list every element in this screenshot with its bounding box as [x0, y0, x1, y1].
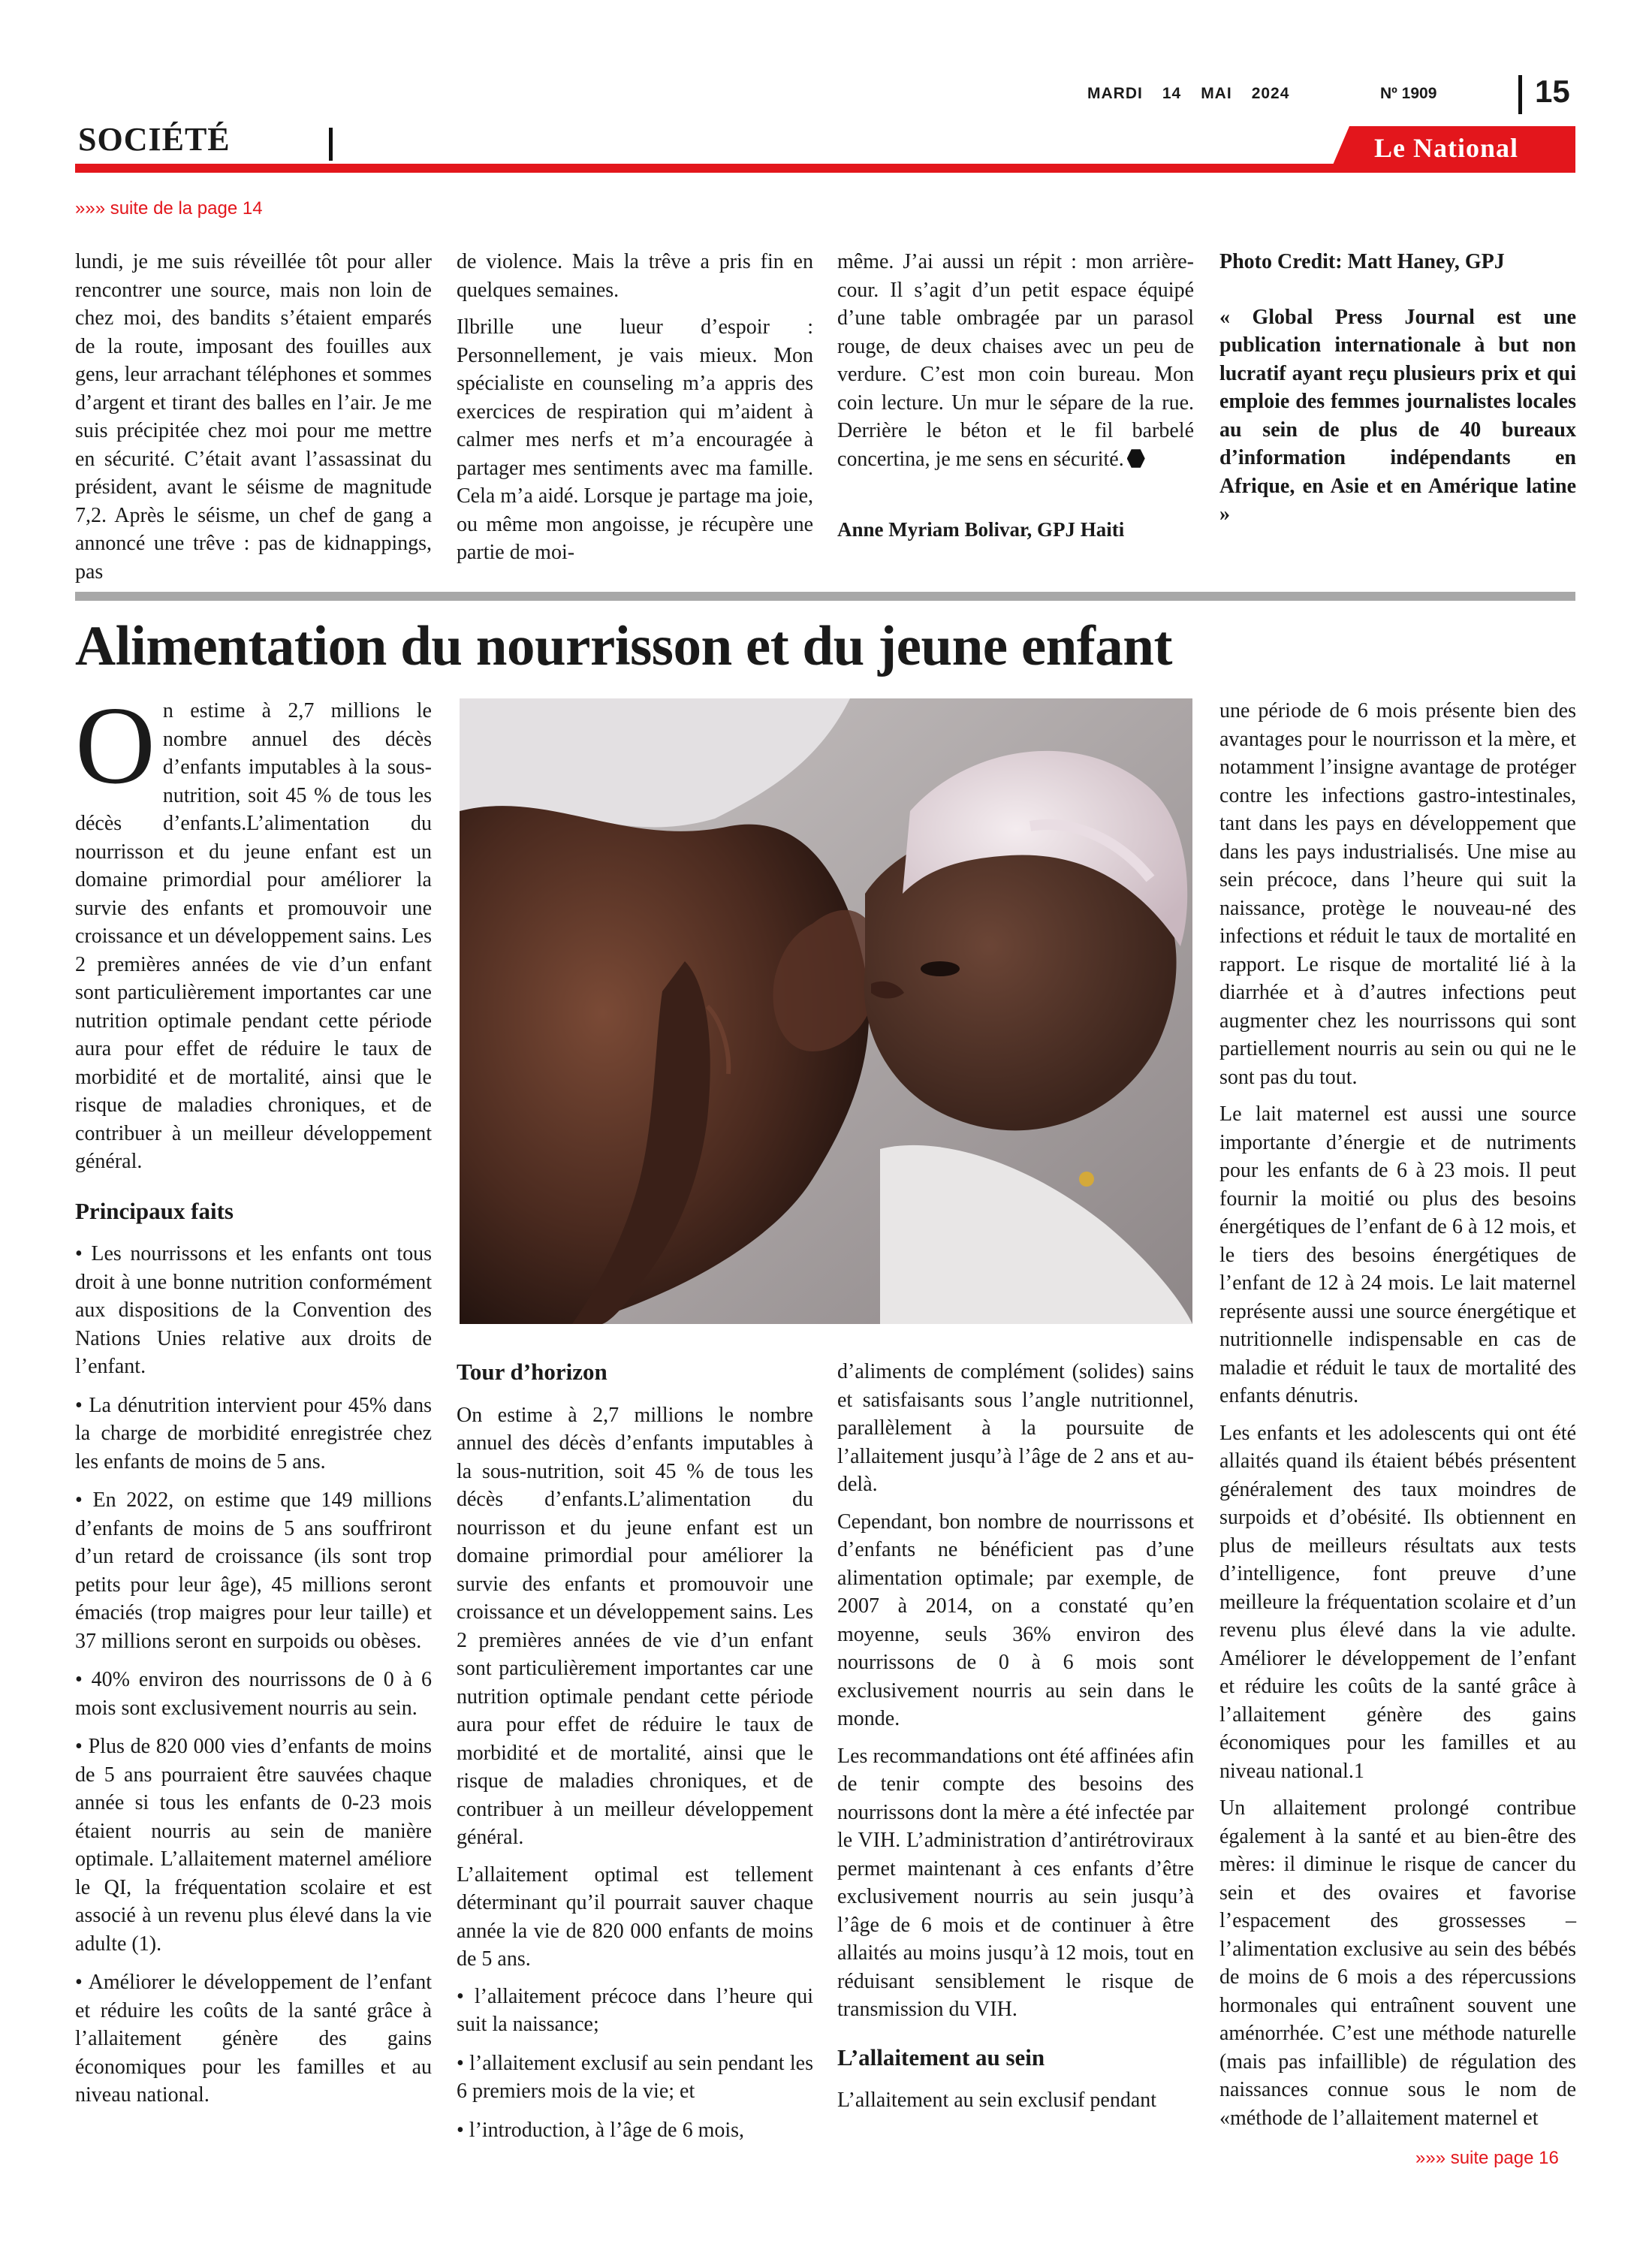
article-column-2 — [457, 1358, 813, 2155]
paragraph: L’allaitement au sein exclusif pendant — [837, 2089, 1157, 2112]
breastfeeding-subheading: L’allaitement au sein — [837, 2043, 1045, 2071]
drop-cap: O — [75, 684, 155, 807]
section-title: SOCIÉTÉ — [78, 121, 231, 158]
article-column-1 — [75, 684, 432, 2120]
fact-item: • Les nourrissons et les enfants ont tous droit à une bonne nutrition conformément aux dispositions de la Convention des Nations Unies relative aux droits de l’enfant. — [75, 1242, 432, 1378]
page-number: 15 — [1535, 74, 1570, 109]
section-divider — [329, 128, 333, 161]
article-headline: Alimentation du nourrisson et du jeune enfant — [75, 615, 1172, 677]
continued-to-link[interactable]: »»» suite page 16 — [1415, 2148, 1559, 2168]
paragraph-text: même. J’ai aussi un répit : mon arrière-cour. Il s’agit d’un petit espace équipé d’une table ombragée par un parasol rouge, de deux chaises avec un peu de verdure. C’est mon coin bureau. Mon coin lecture. Un mur le sépare de la rue. Derrière le béton et le fil barbelé concertina, je me sens en sécurité. — [837, 250, 1194, 471]
article-column-4 — [1219, 697, 1576, 2141]
article-column-3 — [837, 1358, 1194, 2124]
top-story-column-2 — [457, 248, 813, 576]
paragraph: Cependant, bon nombre de nourrissons et d’enfants ne bénéficient pas d’une alimentation optimale; par exemple, de 2007 à 2014, on a constaté qu’en moyenne, seuls 36% environ des nourrissons de 0 à 6 mois sont exclusivement nourris au sein dans le monde. — [837, 1510, 1194, 1730]
fact-item: • La dénutrition intervient pour 45% dans la charge de morbidité enregistrée chez les enfants de moins de 5 ans. — [75, 1393, 432, 1473]
overview-bullet: • l’introduction, à l’âge de 6 mois, — [457, 2118, 745, 2142]
month: MAI — [1201, 85, 1232, 102]
paragraph: d’aliments de complément (solides) sains et satisfaisants sous l’angle nutritionnel, parallèlement à la poursuite de l’allaitement jusqu’à l’âge de 2 ans et au-delà. — [837, 1360, 1194, 1496]
overview-bullet: • l’allaitement précoce dans l’heure qui suit la naissance; — [457, 1984, 813, 2036]
byline: Anne Myriam Bolivar, GPJ Haiti — [837, 518, 1125, 541]
paragraph: Les enfants et les adolescents qui ont été allaités quand ils étaient bébés présentent généralement des taux moindres de surpoids et d’obésité. Ils obtiennent en plus de meilleurs résultats aux tests d’intelligence, font preuve d’une meilleure la fréquentation scolaire et d’un revenu plus élevé dans la vie adulte. Améliorer le développement de l’enfant et réduire les coûts de la santé grâce à l’allaitement génère des gains économiques pour les familles et au niveau national.1 — [1219, 1421, 1576, 1783]
paragraph: lundi, je me suis réveillée tôt pour aller rencontrer une source, mais non loin de chez moi, des bandits s’étaient emparés de la route, imposant des fouilles aux gens, leur arrachant téléphones et sommes d’argent et tirant des balles en l’air. Je me suis précipitée chez moi pour me mettre en sécurité. C’était avant l’assassinat du président, avant le séisme de magnitude 7,2. Après le séisme, un chef de gang a annoncé une trêve : pas de kidnappings, pas — [75, 250, 432, 584]
overview-subheading: Tour d’horizon — [457, 1359, 607, 1385]
continued-from-link[interactable]: »»» suite de la page 14 — [75, 198, 263, 219]
paragraph: L’allaitement optimal est tellement déterminant qu’il pourrait sauver chaque année la vie de 820 000 enfants de moins de 5 ans. — [457, 1862, 813, 1971]
year: 2024 — [1251, 85, 1290, 102]
overview-bullet: • l’allaitement exclusif au sein pendant les 6 premiers mois de la vie; et — [457, 2051, 813, 2103]
paragraph: Les recommandations ont été affinées afin de tenir compte des besoins des nourrissons dont la mère a été infectée par le VIH. L’administration d’antirétroviraux permet maintenant à ces enfants d’être exclusivement nourris au sein jusqu’à l’âge de 6 mois et de continuer à être allaités au moins jusqu’à 12 mois, tout en réduisant sensiblement le risque de transmission du VIH. — [837, 1744, 1194, 2021]
facts-subheading: Principaux faits — [75, 1197, 234, 1224]
top-story-column-4 — [1219, 248, 1576, 538]
fact-item: • 40% environ des nourrissons de 0 à 6 mois sont exclusivement nourris au sein. — [75, 1668, 432, 1720]
paragraph — [837, 248, 1194, 473]
intro-text: n estime à 2,7 millions le nombre annuel des décès d’enfants imputables à la sous-nutrition, soit 45 % de tous les décès d’enfants.L’alimentation du nourrisson et du jeune enfant est un domaine primordial pour améliorer la survie des enfants et promouvoir une croissance et un développement sains. Les 2 premières années de vie d’un enfant sont particulièrement importantes car une nutrition optimale pendant cette période aura pour effet de réduire le taux de morbidité et de mortalité, ainsi que le risque de maladies chroniques, et de contribuer à un meilleur développement général. — [75, 699, 432, 1173]
photo-credit: Photo Credit: Matt Haney, GPJ — [1219, 250, 1505, 273]
day: 14 — [1162, 85, 1182, 102]
fact-item: • En 2022, on estime que 149 millions d’enfants de moins de 5 ans souffriront d’un retard de croissance (ils sont trop petits pour leur âge), 45 millions seront émaciés (trop maigres pour leur taille) et 37 millions seront en surpoids ou obèses. — [75, 1488, 432, 1653]
paragraph: de violence. Mais la trêve a pris fin en quelques semaines. — [457, 250, 813, 302]
page-divider — [1518, 75, 1522, 114]
paragraph: Le lait maternel est aussi une source importante d’énergie et de nutriments pour les enfants de 6 à 23 mois. Il peut fournir la moitié ou plus des besoins énergétiques de l’enfant de 6 à 12 mois, et le tiers des besoins énergétiques de l’enfant de 12 à 24 mois. Le lait maternel représente aussi une source énergétique et nutritionnelle indispensable en cas de maladie et réduit le taux de mortalité des enfants dénutris. — [1219, 1102, 1576, 1407]
paragraph: Ilbrille une lueur d’espoir : Personnellement, je vais mieux. Mon spécialiste en counseling m’a appris des exercices de respiration qui m’aident à calmer mes nerfs et m’a encouragée à partager mes sentiments avec ma famille. Cela m’a aidé. Lorsque je partage ma joie, ou même mon angoisse, je récupère une partie de moi- — [457, 315, 814, 564]
paragraph: On estime à 2,7 millions le nombre annuel des décès d’enfants imputables à la sous-nutrition, soit 45 % de tous les décès d’enfants.L’alimentation du nourrisson et du jeune enfant est un domaine primordial pour améliorer la survie des enfants et promouvoir une croissance et un développement sains. Les 2 premières années de vie d’un enfant sont particulièrement importantes car une nutrition optimale pendant cette période aura pour effet de réduire le taux de morbidité et de mortalité, ainsi que le risque de maladies chroniques, et de contribuer à un meilleur développement général. — [457, 1403, 813, 1849]
brand-name: Le National — [1374, 133, 1519, 163]
date-line — [1087, 85, 1309, 103]
top-story-column-3 — [837, 248, 1194, 482]
paragraph: une période de 6 mois présente bien des avantages pour le nourrisson et la mère, et notamment l’insigne avantage de protéger contre les infections gastro-intestinales, tant dans les pays en développement que dans les pays industrialisés. Une mise au sein précoce, dans l’heure qui suit la naissance, protège le nouveau-né des infections et réduit le taux de mortalité en rapport. Le risque de mortalité lié à la diarrhée et à d’autres infections peut augmenter chez les nourrissons qui sont partiellement nourris au sein ou qui ne le sont pas du tout. — [1219, 699, 1576, 1089]
intro-paragraph — [75, 684, 432, 1176]
issue-number: Nº 1909 — [1380, 85, 1437, 102]
section-gray-rule — [75, 592, 1575, 601]
fact-item: • Plus de 820 000 vies d’enfants de moins de 5 ans pourraient être sauvées chaque année si tous les enfants de 0-23 mois étaient nourris au sein de manière optimale. L’allaitement maternel améliore le QI, la fréquentation scolaire et est associé à un revenu plus élevé dans la vie adulte (1). — [75, 1735, 432, 1956]
paragraph: Un allaitement prolongé contribue également à la santé et au bien-être des mères: il diminue le risque de cancer du sein et des ovaires et favorise l’espacement des grossesses – l’alimentation exclusive au sein des bébés de moins de 6 mois a des répercussions hormonales qui entraînent souvent une aménorrhée. C’est une méthode naturelle (mais pas infaillible) de régulation des naissances connue sous le nom de «méthode de l’allaitement maternel et — [1219, 1796, 1576, 2130]
breastfeeding-photo — [460, 698, 1192, 1324]
fact-item: • Améliorer le développement de l’enfant et réduire les coûts de la santé grâce à l’allaitement génère des gains économiques pour les familles et au niveau national. — [75, 1971, 432, 2107]
end-mark-icon — [1127, 449, 1145, 469]
top-story-column-1 — [75, 248, 432, 595]
gpj-note: « Global Press Journal est une publication internationale à but non lucratif ayant reçu plusieurs prix et qui emploie des femmes journalistes locales au sein de plus de 40 bureaux d’information indépendants en Afrique, en Asie et en Amérique latine » — [1219, 305, 1576, 526]
weekday: MARDI — [1087, 85, 1143, 102]
